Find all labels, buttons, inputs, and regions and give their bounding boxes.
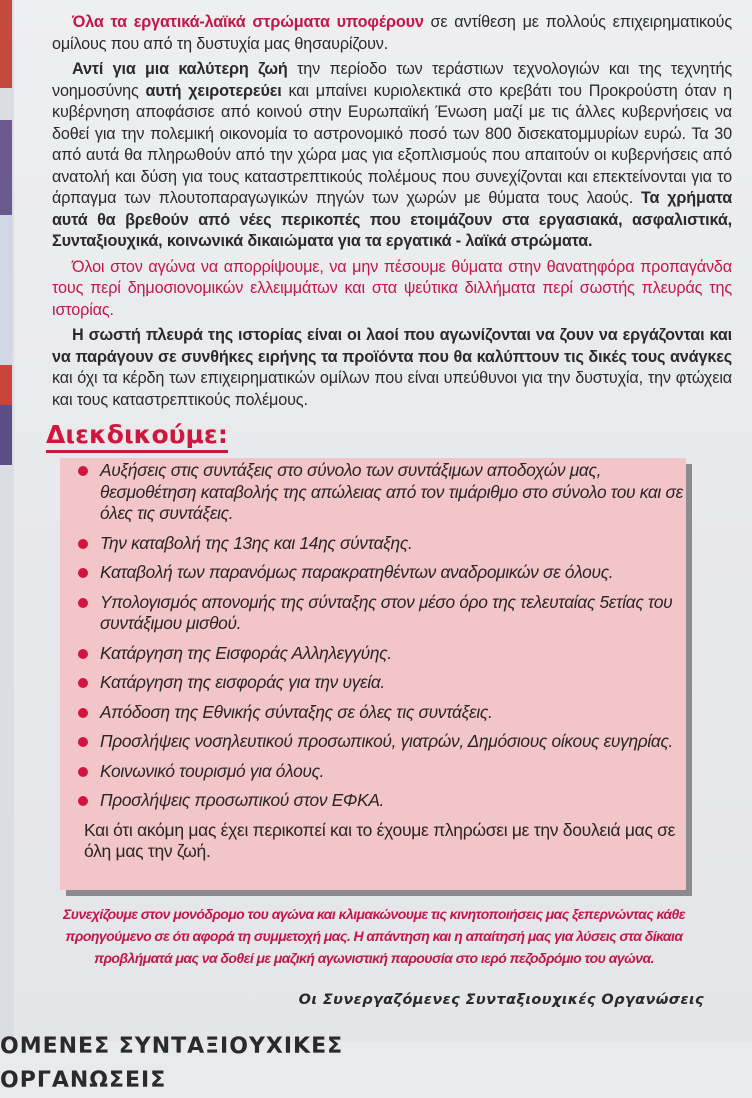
paragraph-1 (52, 12, 732, 55)
paragraph-1-highlight: Όλα τα εργατικά-λαϊκά στρώματα υποφέρουν (72, 13, 424, 31)
bullet-icon (78, 708, 88, 718)
paragraph-3-text: Όλοι στον αγώνα να απορρίψουμε, να μην πέσουμε θύματα στην θανατηφόρα προπαγάνδα τους περί δημοσιονομικών ελλειμμάτων και στα ψεύτικα διλλήματα περί σωστής πλευράς της ιστορίας. (52, 257, 732, 319)
demand-text: Καταβολή των παρανόμως παρακρατηθέντων αναδρομικών σε όλους. (100, 562, 614, 582)
edge-color-strip (0, 0, 12, 88)
edge-color-strip (0, 120, 12, 215)
demand-item (78, 592, 683, 635)
bullet-icon (78, 539, 88, 549)
demand-text: Κοινωνικό τουρισμό για όλους. (100, 760, 325, 781)
edge-color-strip (0, 215, 12, 365)
edge-color-strip (0, 365, 12, 405)
demands-closing: Και ότι ακόμη μας έχει περικοπεί και το έχουμε πληρώσει με την δουλειά μας σε όλη μας την ζωή. (84, 819, 676, 861)
call-to-action: Συνεχίζουμε στον μονόδρομο του αγώνα και κλιμακώνουμε τις κινητοποιήσεις μας ξεπερνώντας κάθε προηγούμενο σε ότι αφορά τη συμμετοχή μας. Η απάντηση και η απαίτησή μας για λύσεις στα δίκαια προβλήματά μας να δοθεί με μαζική αγωνιστική παρουσία στο ιερό πεζοδρόμιο του αγώνα. (63, 906, 685, 966)
bullet-icon (78, 767, 88, 777)
demand-item (78, 533, 683, 555)
demand-item (78, 643, 683, 665)
demand-text: Υπολογισμός απονομής της σύνταξης στον μέσο όρο της τελευταίας 5ετίας του συντάξιμου μισθού. (100, 591, 673, 633)
paragraph-2-text: την περίοδο των τεράστιων τεχνολογιών και της τεχνητής νοημοσύνης (52, 60, 732, 100)
bullet-icon (78, 678, 88, 688)
demands-box (60, 458, 686, 890)
demand-item (78, 702, 683, 724)
demand-text: Την καταβολή της 13ης και 14ης σύνταξης. (100, 532, 413, 553)
paragraph-2-text: και μπαίνει κυριολεκτικά στο κρεβάτι του Προκρούστη όταν η κυβέρνηση αποφάσισε από κοινού στην Ευρωπαϊκή Ένωση μαζί με τις άλλες κυβερνήσεις να δοθεί για την πολεμική οικονομία το αστρονομικό ποσό των 800 δισεκατομμυρίων ευρώ. Τα 30 από αυτά θα πληρωθούν από την χώρα μας για εξοπλισμούς που απαιτούν οι κυβερνήσεις από ανατολή και δύση για τους καταστρεπτικούς πολέμους που συνεχίζονται και επεκτείνονται για το άρπαγμα των πλουτοπαραγωγικών πηγών των χωρών με θύματα τους λαούς. (52, 81, 732, 207)
paragraph-4 (52, 325, 732, 411)
intro-text (52, 12, 732, 415)
demand-text: Απόδοση της Εθνικής σύνταξης σε όλες τις συντάξεις. (100, 701, 493, 722)
paragraph-2 (52, 59, 732, 253)
signature: Οι Συνεργαζόμενες Συνταξιουχικές Οργανώσεις (298, 992, 704, 1008)
demand-item (78, 790, 683, 812)
demand-item (78, 672, 683, 694)
adjacent-page-edge (0, 0, 14, 1042)
bullet-icon (78, 796, 88, 806)
demand-item (78, 460, 683, 525)
bullet-icon (78, 649, 88, 659)
demand-text: Αυξήσεις στις συντάξεις στο σύνολο των συντάξιμων αποδοχών μας, θεσμοθέτηση καταβολής της απώλειας από τον τιμάριθμο στο σύνολο του και σε όλες τις συντάξεις. (100, 460, 683, 523)
cutoff-next-section-text: ΟΜΕΝΕΣ ΣΥΝΤΑΞΙΟΥΧΙΚΕΣ ΟΡΓΑΝΩΣΕΙΣ (0, 1034, 344, 1093)
bullet-icon (78, 466, 88, 476)
paragraph-3 (52, 257, 732, 322)
demand-item (78, 562, 683, 584)
bullet-icon (78, 737, 88, 747)
paragraph-2-bold-lead: Αντί για μια καλύτερη ζωή (72, 60, 288, 78)
paragraph-1-text: σε αντίθεση με πολλούς επιχειρηματικούς ομίλους που από τη δυστυχία μας θησαυρίζουν. (52, 13, 732, 53)
bullet-icon (78, 598, 88, 608)
demand-text: Κατάργηση της εισφοράς για την υγεία. (100, 672, 385, 692)
bullet-icon (78, 568, 88, 578)
paragraph-4-bold: Η σωστή πλευρά της ιστορίας είναι οι λαοί που αγωνίζονται να ζουν να εργάζονται και να παράγουν σε συνθήκες ειρήνης τα προϊόντα που θα καλύπτουν τις δικές τους ανάγκες (52, 326, 732, 366)
demand-text: Προσλήψεις νοσηλευτικού προσωπικού, γιατρών, Δημόσιους οίκους ευγηρίας. (100, 731, 674, 751)
demands-heading: Διεκδικούμε: (46, 420, 228, 453)
demand-item (78, 761, 683, 783)
paragraph-2-bold: αυτή χειροτερεύει (145, 81, 282, 100)
demand-text: Προσλήψεις προσωπικού στον ΕΦΚΑ. (100, 790, 385, 810)
edge-color-strip (0, 405, 12, 465)
demands-list (78, 460, 683, 863)
demand-item (78, 731, 683, 753)
paragraph-4-text: και όχι τα κέρδη των επιχειρηματικών ομίλων που είναι υπεύθυνοι για την δυστυχία, την φτώχεια και τους καταστρεπτικούς πολέμους. (52, 369, 732, 409)
demand-text: Κατάργηση της Εισφοράς Αλληλεγγύης. (100, 642, 392, 663)
paragraph-2-bold-close: Τα χρήματα αυτά θα βρεθούν από νέες περικοπές που ετοιμάζουν στα εργασιακά, ασφαλιστικά, Συνταξιουχικά, κοινωνικά δικαιώματα για τα εργατικά - λαϊκά στρώματα. (52, 189, 733, 250)
